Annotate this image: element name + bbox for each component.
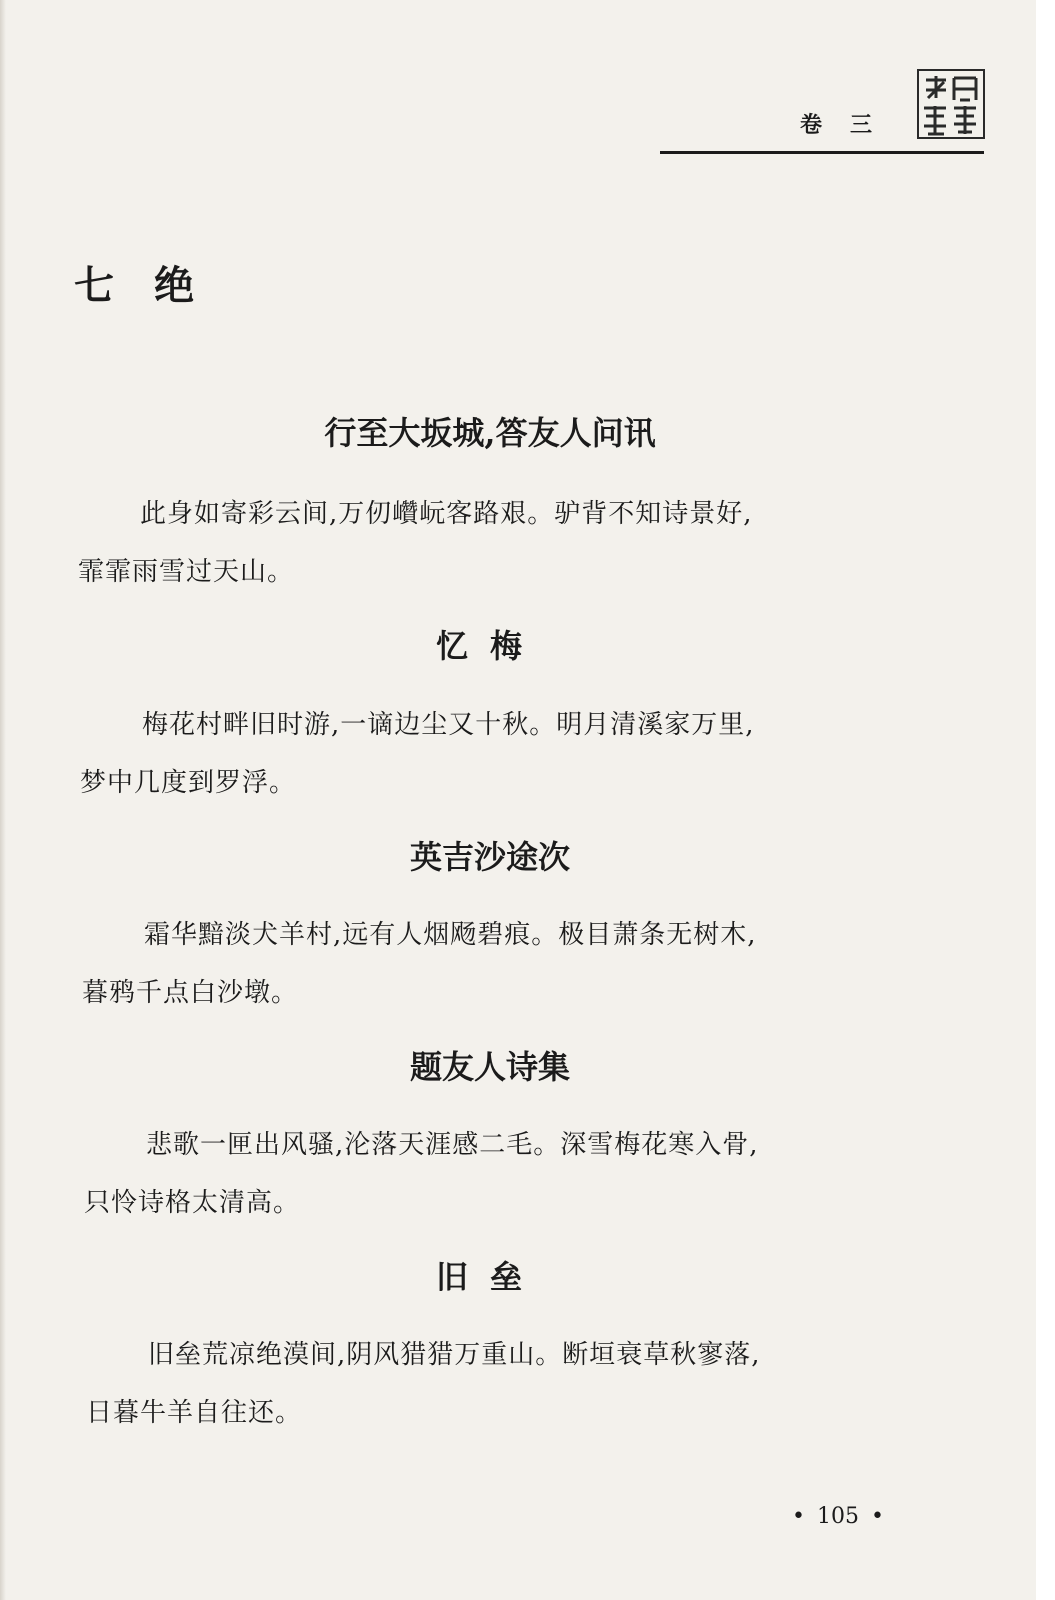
section-title-char-2: 绝	[154, 262, 194, 309]
header-rule	[660, 151, 984, 154]
poem-line: 霏霏雨雪过天山。	[78, 557, 295, 587]
running-header	[800, 108, 872, 139]
poem-line: 只怜诗格太清高。	[84, 1188, 301, 1218]
poem-line: 旧垒荒凉绝漠间,阴风猎猎万重山。断垣衰草秋寥落,	[148, 1340, 761, 1370]
page-edge-shadow	[0, 0, 6, 1600]
poem-title: 英吉沙途次	[409, 838, 570, 876]
page-number	[780, 1504, 896, 1529]
section-title	[74, 254, 194, 311]
poem-title: 题友人诗集	[409, 1048, 570, 1086]
poem-line: 梦中几度到罗浮。	[80, 768, 297, 798]
poem-title: 忆梅	[435, 627, 544, 665]
header-volume-char-2: 三	[850, 112, 873, 138]
poem-line: 霜华黯淡犬羊村,远有人烟飏碧痕。极目萧条无树木,	[144, 920, 757, 950]
poem-line: 暮鸦千点白沙墩。	[82, 978, 299, 1008]
page-number-value: 105	[816, 1504, 859, 1529]
page-number-dot-right: •	[870, 1504, 884, 1529]
section-title-char-1: 七	[74, 262, 114, 309]
poem-line: 梅花村畔旧时游,一谪边尘又十秋。明月清溪家万里,	[142, 710, 755, 740]
seal-stamp-icon	[916, 68, 986, 140]
poem-line: 日暮牛羊自往还。	[86, 1398, 303, 1428]
page-number-dot-left: •	[792, 1504, 805, 1529]
poem-line: 悲歌一匣出风骚,沦落天涯感二毛。深雪梅花寒入骨,	[146, 1130, 759, 1160]
poem-title: 旧垒	[435, 1258, 544, 1296]
header-volume-char-1: 卷	[800, 112, 823, 138]
poem-line: 此身如寄彩云间,万仞巑岏客路艰。驴背不知诗景好,	[140, 499, 753, 529]
poem-title: 行至大坂城,答友人问讯	[324, 414, 656, 452]
